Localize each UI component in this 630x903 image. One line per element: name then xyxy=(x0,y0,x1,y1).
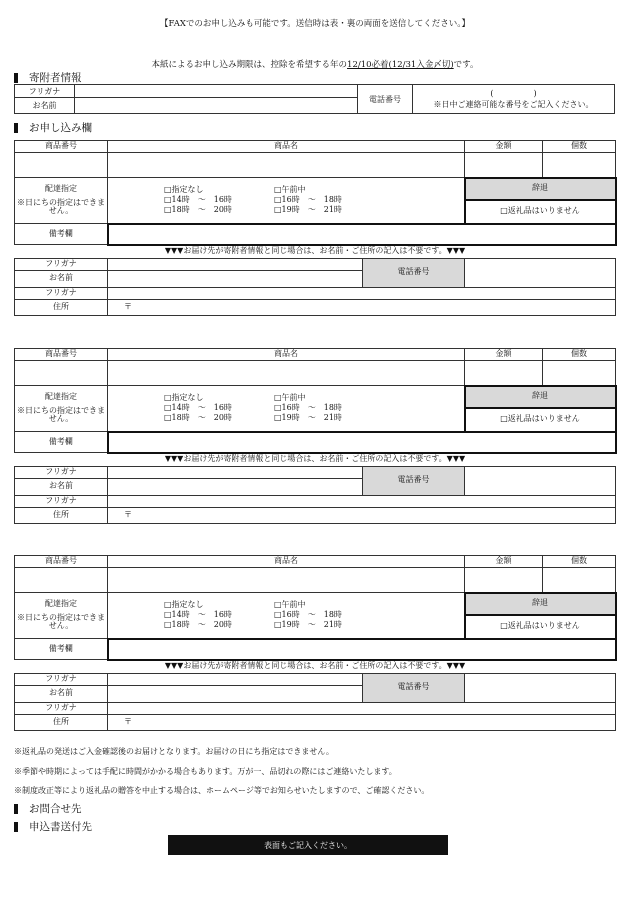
deadline-prefix: 本紙によるお申し込み期限は、控除を希望する年の xyxy=(151,60,348,70)
address-furigana-field[interactable] xyxy=(108,287,616,299)
donor-name-field[interactable] xyxy=(75,98,358,114)
remarks-label: 備考欄 xyxy=(15,432,108,453)
recipient-phone-field[interactable] xyxy=(465,258,616,287)
amount-field[interactable] xyxy=(465,568,543,593)
application-block-2 xyxy=(14,348,617,524)
opt-16-18[interactable]: □16時 ～ 18時 xyxy=(274,610,342,620)
recipient-phone-label: 電話番号 xyxy=(363,673,465,702)
address-field[interactable] xyxy=(108,299,616,315)
address-furigana-field[interactable] xyxy=(108,702,616,714)
delivery-label: 配達指定 ※日にちの指定はできません。 xyxy=(15,178,108,224)
opt-19-21[interactable]: □19時 ～ 21時 xyxy=(274,620,342,630)
application-section-title: お申し込み欄 xyxy=(14,120,92,135)
opt-none[interactable]: □指定なし xyxy=(164,600,204,610)
application-block xyxy=(14,555,617,731)
recipient-phone-label: 電話番号 xyxy=(363,466,465,495)
delivery-options[interactable] xyxy=(108,386,465,432)
remarks-field[interactable] xyxy=(108,224,616,245)
application-block xyxy=(14,140,617,316)
recipient-name-label: お名前 xyxy=(15,685,108,702)
same-address-notice: ▼▼▼お届け先が寄附者情報と同じ場合は、お名前・ご住所の記入は不要です。▼▼▼ xyxy=(164,661,466,671)
recipient-name-field[interactable] xyxy=(108,478,363,495)
recipient-furigana-label: フリガナ xyxy=(15,673,108,685)
product-name-field[interactable] xyxy=(108,568,465,593)
contact-section-title: お問合せ先 xyxy=(14,801,82,816)
recipient-name-label: お名前 xyxy=(15,478,108,495)
donor-phone-field[interactable] xyxy=(413,85,615,114)
recipient-furigana-field[interactable] xyxy=(108,466,363,478)
amount-header: 金額 xyxy=(465,349,543,361)
product-no-field[interactable] xyxy=(15,568,108,593)
opt-14-16[interactable]: □14時 ～ 16時 xyxy=(164,403,232,413)
donor-table xyxy=(14,84,615,114)
postal-mark: 〒 xyxy=(124,716,132,726)
decline-label: 辞退 xyxy=(465,593,616,615)
deadline-date: 12/10必着(12/31入金〆切) xyxy=(347,60,454,70)
phone-note: ※日中ご連絡可能な番号をご記入ください。 xyxy=(433,100,594,109)
donor-phone-label: 電話番号 xyxy=(358,85,413,114)
address-label: 住所 xyxy=(15,507,108,523)
recipient-furigana-label: フリガナ xyxy=(15,466,108,478)
opt-morning[interactable]: □午前中 xyxy=(274,600,306,610)
note-3: ※制度改正等により返礼品の贈答を中止する場合は、ホームページ等でお知らせいたしますので、ご確認ください。 xyxy=(14,786,430,795)
same-address-notice: ▼▼▼お届け先が寄附者情報と同じ場合は、お名前・ご住所の記入は不要です。▼▼▼ xyxy=(164,246,466,256)
recipient-furigana-label: フリガナ xyxy=(15,258,108,270)
address-field[interactable] xyxy=(108,507,616,523)
delivery-options[interactable] xyxy=(108,178,465,224)
opt-14-16[interactable]: □14時 ～ 16時 xyxy=(164,610,232,620)
donor-section-title: 寄附者情報 xyxy=(14,70,82,85)
amount-field[interactable] xyxy=(465,361,543,386)
address-label: 住所 xyxy=(15,299,108,315)
application-block-3 xyxy=(14,555,617,731)
recipient-phone-field[interactable] xyxy=(465,466,616,495)
deadline-suffix: です。 xyxy=(453,60,479,70)
opt-19-21[interactable]: □19時 ～ 21時 xyxy=(274,413,342,423)
opt-morning[interactable]: □午前中 xyxy=(274,393,306,403)
product-name-field[interactable] xyxy=(108,361,465,386)
delivery-options[interactable] xyxy=(108,593,465,639)
footer-banner: 表面もご記入ください。 xyxy=(168,835,448,855)
section-bar xyxy=(14,804,18,814)
section-bar xyxy=(14,123,18,133)
no-gift-checkbox[interactable]: □返礼品はいりません xyxy=(465,200,616,224)
product-name-header: 商品名 xyxy=(108,556,465,568)
product-no-field[interactable] xyxy=(15,153,108,178)
remarks-label: 備考欄 xyxy=(15,224,108,245)
address-furigana-field[interactable] xyxy=(108,495,616,507)
amount-field[interactable] xyxy=(465,153,543,178)
quantity-field[interactable] xyxy=(543,153,616,178)
amount-header: 金額 xyxy=(465,556,543,568)
delivery-label: 配達指定 ※日にちの指定はできません。 xyxy=(15,593,108,639)
product-no-header: 商品番号 xyxy=(15,349,108,361)
opt-18-20[interactable]: □18時 ～ 20時 xyxy=(164,205,232,215)
quantity-field[interactable] xyxy=(543,568,616,593)
opt-19-21[interactable]: □19時 ～ 21時 xyxy=(274,205,342,215)
donor-furigana-field[interactable] xyxy=(75,85,358,98)
product-no-header: 商品番号 xyxy=(15,556,108,568)
postal-mark: 〒 xyxy=(124,301,132,311)
postal-mark: 〒 xyxy=(124,509,132,519)
remarks-label: 備考欄 xyxy=(15,639,108,660)
product-name-header: 商品名 xyxy=(108,349,465,361)
opt-morning[interactable]: □午前中 xyxy=(274,185,306,195)
donor-furigana-label: フリガナ xyxy=(15,85,75,98)
address-furigana-label: フリガナ xyxy=(15,495,108,507)
section-bar xyxy=(14,73,18,83)
fax-notice: 【FAXでのお申し込みも可能です。送信時は表・裏の両面を送信してください。】 xyxy=(160,19,470,29)
product-no-field[interactable] xyxy=(15,361,108,386)
submit-section-title: 申込書送付先 xyxy=(14,819,92,834)
quantity-header: 個数 xyxy=(543,349,616,361)
opt-none[interactable]: □指定なし xyxy=(164,185,204,195)
opt-16-18[interactable]: □16時 ～ 18時 xyxy=(274,195,342,205)
opt-14-16[interactable]: □14時 ～ 16時 xyxy=(164,195,232,205)
amount-header: 金額 xyxy=(465,141,543,153)
opt-none[interactable]: □指定なし xyxy=(164,393,204,403)
section-bar xyxy=(14,822,18,832)
decline-label: 辞退 xyxy=(465,386,616,408)
recipient-name-label: お名前 xyxy=(15,270,108,287)
address-furigana-label: フリガナ xyxy=(15,287,108,299)
recipient-furigana-field[interactable] xyxy=(108,673,363,685)
application-block-1 xyxy=(14,140,617,316)
application-block xyxy=(14,348,617,524)
product-no-header: 商品番号 xyxy=(15,141,108,153)
note-1: ※返礼品の発送はご入金確認後のお届けとなります。お届けの日にち指定はできません。 xyxy=(14,747,334,756)
quantity-header: 個数 xyxy=(543,556,616,568)
address-furigana-label: フリガナ xyxy=(15,702,108,714)
opt-18-20[interactable]: □18時 ～ 20時 xyxy=(164,620,232,630)
no-gift-checkbox[interactable]: □返礼品はいりません xyxy=(465,615,616,639)
opt-16-18[interactable]: □16時 ～ 18時 xyxy=(274,403,342,413)
product-name-header: 商品名 xyxy=(108,141,465,153)
remarks-field[interactable] xyxy=(108,432,616,453)
quantity-field[interactable] xyxy=(543,361,616,386)
quantity-header: 個数 xyxy=(543,141,616,153)
recipient-phone-field[interactable] xyxy=(465,673,616,702)
same-address-notice: ▼▼▼お届け先が寄附者情報と同じ場合は、お名前・ご住所の記入は不要です。▼▼▼ xyxy=(164,454,466,464)
remarks-field[interactable] xyxy=(108,639,616,660)
recipient-name-field[interactable] xyxy=(108,270,363,287)
recipient-name-field[interactable] xyxy=(108,685,363,702)
address-field[interactable] xyxy=(108,714,616,730)
opt-18-20[interactable]: □18時 ～ 20時 xyxy=(164,413,232,423)
note-2: ※季節や時期によっては手配に時間がかかる場合もあります。万が一、品切れの際にはご連絡いたします。 xyxy=(14,767,397,776)
decline-label: 辞退 xyxy=(465,178,616,200)
donor-name-label: お名前 xyxy=(15,98,75,114)
address-label: 住所 xyxy=(15,714,108,730)
product-name-field[interactable] xyxy=(108,153,465,178)
recipient-phone-label: 電話番号 xyxy=(363,258,465,287)
delivery-label: 配達指定 ※日にちの指定はできません。 xyxy=(15,386,108,432)
recipient-furigana-field[interactable] xyxy=(108,258,363,270)
phone-paren: ( ) xyxy=(490,89,537,98)
no-gift-checkbox[interactable]: □返礼品はいりません xyxy=(465,408,616,432)
deadline-text xyxy=(0,58,630,70)
